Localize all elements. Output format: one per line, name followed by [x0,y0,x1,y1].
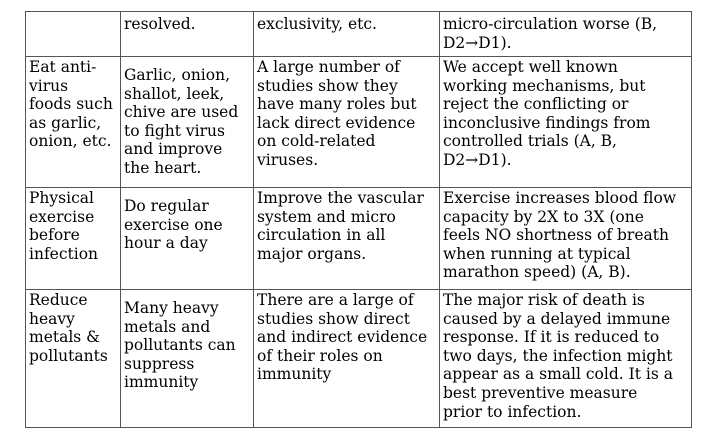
cell-text-line: pollutants [29,346,108,365]
table-row [26,12,692,57]
cell-text-line: appear as a small cold. It is a [443,365,673,384]
cell-text-line: Garlic, onion, [124,66,230,84]
cell-text-line: capacity by 2X to 3X (one [443,207,644,226]
cell-text-line: virus [29,76,69,95]
cell-text-line: metals & [29,328,100,347]
cell-text-line: studies show they [257,76,398,95]
cell-text-line: suppress [124,354,195,373]
cell-text-line: chive are used [124,103,239,122]
method-cell [121,57,254,188]
cell-text-line: The major risk of death is [443,291,645,309]
table-row [26,290,692,428]
measure-cell [26,12,121,57]
cell-text-line: and indirect evidence [257,328,428,347]
evidence-cell [254,12,440,57]
cell-text-line: on cold-related [257,132,376,151]
measure-cell [26,57,121,188]
cell-text-line: Eat anti- [29,58,97,76]
cell-text-line: exercise one [124,215,223,234]
table-row [26,188,692,290]
cell-text-line: onion, etc. [29,132,112,151]
cell-text-line: Do regular [124,197,209,215]
cell-text-line: pollutants can [124,336,236,355]
cell-text-line: foods such [29,95,113,114]
cell-text-line: Exercise increases blood flow [443,189,677,207]
cell-text-line: to fight virus [124,121,225,140]
cell-text-line: studies show direct [257,309,410,328]
table-row [26,57,692,188]
cell-text-line: controlled trials (A, B, [443,132,617,151]
cell-text-line: as garlic, [29,113,102,132]
cell-text-line: marathon speed) (A, B). [443,263,631,282]
cell-text-line: response. If it is reduced to [443,328,660,347]
cell-text-line: before [29,226,80,245]
cell-text-line: the heart. [124,158,202,177]
cell-text-line: circulation in all [257,226,386,245]
cell-text-line: working mechanisms, but [443,76,646,95]
cell-text-line: Many heavy [124,299,219,317]
cell-text-line: inconclusive findings from [443,113,651,132]
cell-text-line: A large number of [257,58,400,76]
cell-text-line: exclusivity, etc. [257,15,377,33]
cell-text-line: prior to infection. [443,402,582,421]
cell-text-line: when running at typical [443,244,631,263]
cell-text-line: major organs. [257,244,367,263]
measures-table [25,11,692,428]
cell-text-line: D2→D1). [443,150,512,169]
evidence-cell [254,290,440,428]
measure-cell [26,188,121,290]
method-cell [121,188,254,290]
cell-text-line: reject the conflicting or [443,95,629,114]
cell-text-line: hour a day [124,234,208,253]
cell-text-line: viruses. [257,150,319,169]
cell-text-line: caused by a delayed immune [443,309,671,328]
comment-cell [440,290,692,428]
cell-text-line: There are a large of [257,291,414,309]
cell-text-line: immunity [257,365,332,384]
cell-text-line: system and micro [257,207,396,226]
cell-text-line: exercise [29,207,95,226]
cell-text-line: metals and [124,317,211,336]
cell-text-line: Improve the vascular [257,189,424,207]
cell-text-line: have many roles but [257,95,417,114]
evidence-cell [254,57,440,188]
cell-text-line: lack direct evidence [257,113,416,132]
cell-text-line: of their roles on [257,346,383,365]
cell-text-line: shallot, leek, [124,84,225,103]
cell-text-line: D2→D1). [443,33,512,52]
method-cell [121,290,254,428]
comment-cell [440,57,692,188]
cell-text-line: infection [29,244,99,263]
comment-cell [440,188,692,290]
cell-text-line: resolved. [124,15,196,33]
cell-text-line: and improve [124,140,223,159]
comment-cell [440,12,692,57]
cell-text-line: feels NO shortness of breath [443,226,669,245]
cell-text-line: We accept well known [443,58,618,76]
cell-text-line: Physical [29,189,94,207]
cell-text-line: immunity [124,373,199,392]
cell-text-line: two days, the infection might [443,346,673,365]
cell-text-line: heavy [29,309,75,328]
evidence-cell [254,188,440,290]
cell-text-line: micro-circulation worse (B, [443,15,658,33]
cell-text-line: best preventive measure [443,383,638,402]
method-cell [121,12,254,57]
measure-cell [26,290,121,428]
cell-text-line: Reduce [29,291,88,309]
